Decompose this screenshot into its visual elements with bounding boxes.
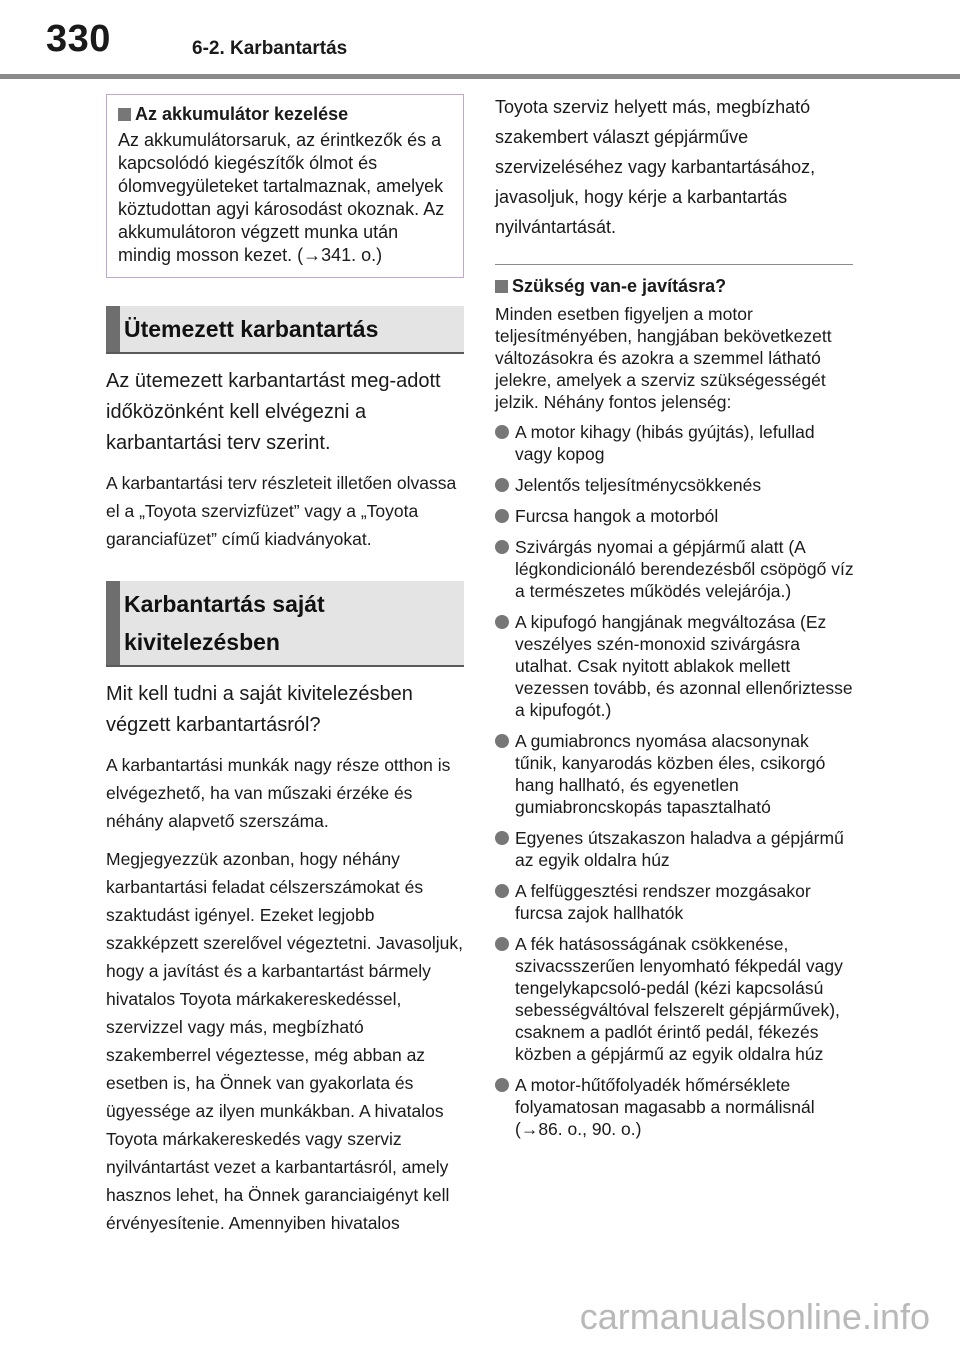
bullet-dot-icon [495,734,509,748]
bullet-dot-icon [495,540,509,554]
repair-heading: Szükség van-e javításra? [495,273,855,299]
repair-intro: Minden esetben figyeljen a motor teljesítményében, hangjában bekövetkezett változásokra és azokra a szemmel látható jelekre, amelyek a szerviz szükségességét jelzik. Néhány fontos jelenség: [495,304,832,412]
bullet-dot-icon [495,884,509,898]
section-title: 6-2. Karbantartás [192,38,348,59]
diy-lead: Mit kell tudni a saját kivitelezésben végzett karbantartásról? [106,683,413,736]
section-divider [495,264,853,265]
diy-maintenance-title: Karbantartás saját kivitelezésben [124,591,325,655]
list-item: Jelentős teljesítménycsökkenés [495,474,855,496]
square-bullet-icon [118,108,131,121]
bullet-dot-icon [495,831,509,845]
scheduled-text: A karbantartási terv részleteit illetően olvassa el a „Toyota szervizfüzet” vagy a „Toyota garanciafüzet” című kiadványokat. [106,473,457,549]
right-column [495,92,855,1149]
scheduled-maintenance-title: Ütemezett karbantartás [124,316,379,342]
page-number: 330 [46,18,111,60]
bullet-dot-icon [495,425,509,439]
continued-paragraph: Toyota szerviz helyett más, megbízható szakembert választ gépjárműve szervizeléséhez vagy karbantartásához, javasoljuk, hogy kérje a karbantartás nyilvántartását. [495,97,816,237]
list-item: Furcsa hangok a motorból [495,505,855,527]
list-item: A motor kihagy (hibás gyújtás), lefullad vagy kopog [495,421,855,465]
list-item: Egyenes útszakaszon haladva a gépjármű az egyik oldalra húz [495,827,855,871]
list-item: A fék hatásosságának csökkenése, szivacsszerűen lenyomható fékpedál vagy tengelykapcsoló-pedál (kézi kapcsolású sebességváltóval felszerelt gépjárművek), csaknem a padlót érintő pedál, fékezés közben a gépjármű az egyik oldalra húz [495,933,855,1065]
watermark: carmanualsonline.info [579,1296,930,1337]
battery-box-heading: Az akkumulátor kezelése [118,101,455,127]
bullet-dot-icon [495,478,509,492]
list-item: A gumiabroncs nyomása alacsonynak tűnik, kanyarodás közben éles, csikorgó hang hallható, és egyenetlen gumiabroncskopás tapasztalható [495,730,855,818]
diy-maintenance-banner [106,581,464,667]
list-item: A kipufogó hangjának megváltozása (Ez veszélyes szén-monoxid szivárgásra utalhat. Csak nyitott ablakok mellett vezessen tovább, és azonnal ellenőriztesse a kipufogót.) [495,611,855,721]
bullet-dot-icon [495,1078,509,1092]
list-item: A felfüggesztési rendszer mozgásakor furcsa zajok hallhatók [495,880,855,924]
diy-paragraph-2: Megjegyezzük azonban, hogy néhány karbantartási feladat célszerszámokat és szaktudást igényel. Ezeket legjobb szakképzett szerelővel végeztetni. Javasoljuk, hogy a javítást és a karbantartást bármely hivatalos Toyota márkakereskedéssel, szervizzel vagy más, megbízható szakemberrel végeztesse, még abban az esetben is, ha Önnek van gyakorlata és ügyessége az ilyen munkákban. A hivatalos Toyota márkakereskedés vagy szerviz nyilvántartást vezet a karbantartásról, amely hasznos lehet, ha Önnek garanciaigényt kell érvényesítenie. Amennyiben hivatalos [106,849,463,1233]
page-header [0,0,960,78]
diy-paragraph-1: A karbantartási munkák nagy része otthon is elvégezhető, ha van műszaki érzéke és néhány alapvető szerszáma. [106,755,451,831]
battery-info-box [106,94,464,278]
list-item: Szivárgás nyomai a gépjármű alatt (A légkondicionáló berendezésből csöpögő víz a természetes működés velejárója.) [495,536,855,602]
scheduled-lead: Az ütemezett karbantartást meg-adott időközönként kell elvégezni a karbantartási terv szerint. [106,370,441,454]
bullet-dot-icon [495,615,509,629]
symptom-list [495,421,855,1140]
square-bullet-icon [495,280,508,293]
header-rule [0,74,960,79]
left-column [106,94,464,1237]
scheduled-maintenance-banner [106,306,464,354]
bullet-dot-icon [495,509,509,523]
bullet-dot-icon [495,937,509,951]
list-item: A motor-hűtőfolyadék hőmérséklete folyamatosan magasabb a normálisnál (→86. o., 90. o.) [495,1074,855,1140]
battery-box-text: Az akkumulátorsaruk, az érintkezők és a kapcsolódó kiegészítők ólmot és ólomvegyületeket tartalmaznak, amelyek köztudottan agyi károsodást okoznak. Az akkumulátoron végzett munka után mindig mosson kezet. (→341. o.) [118,130,445,265]
